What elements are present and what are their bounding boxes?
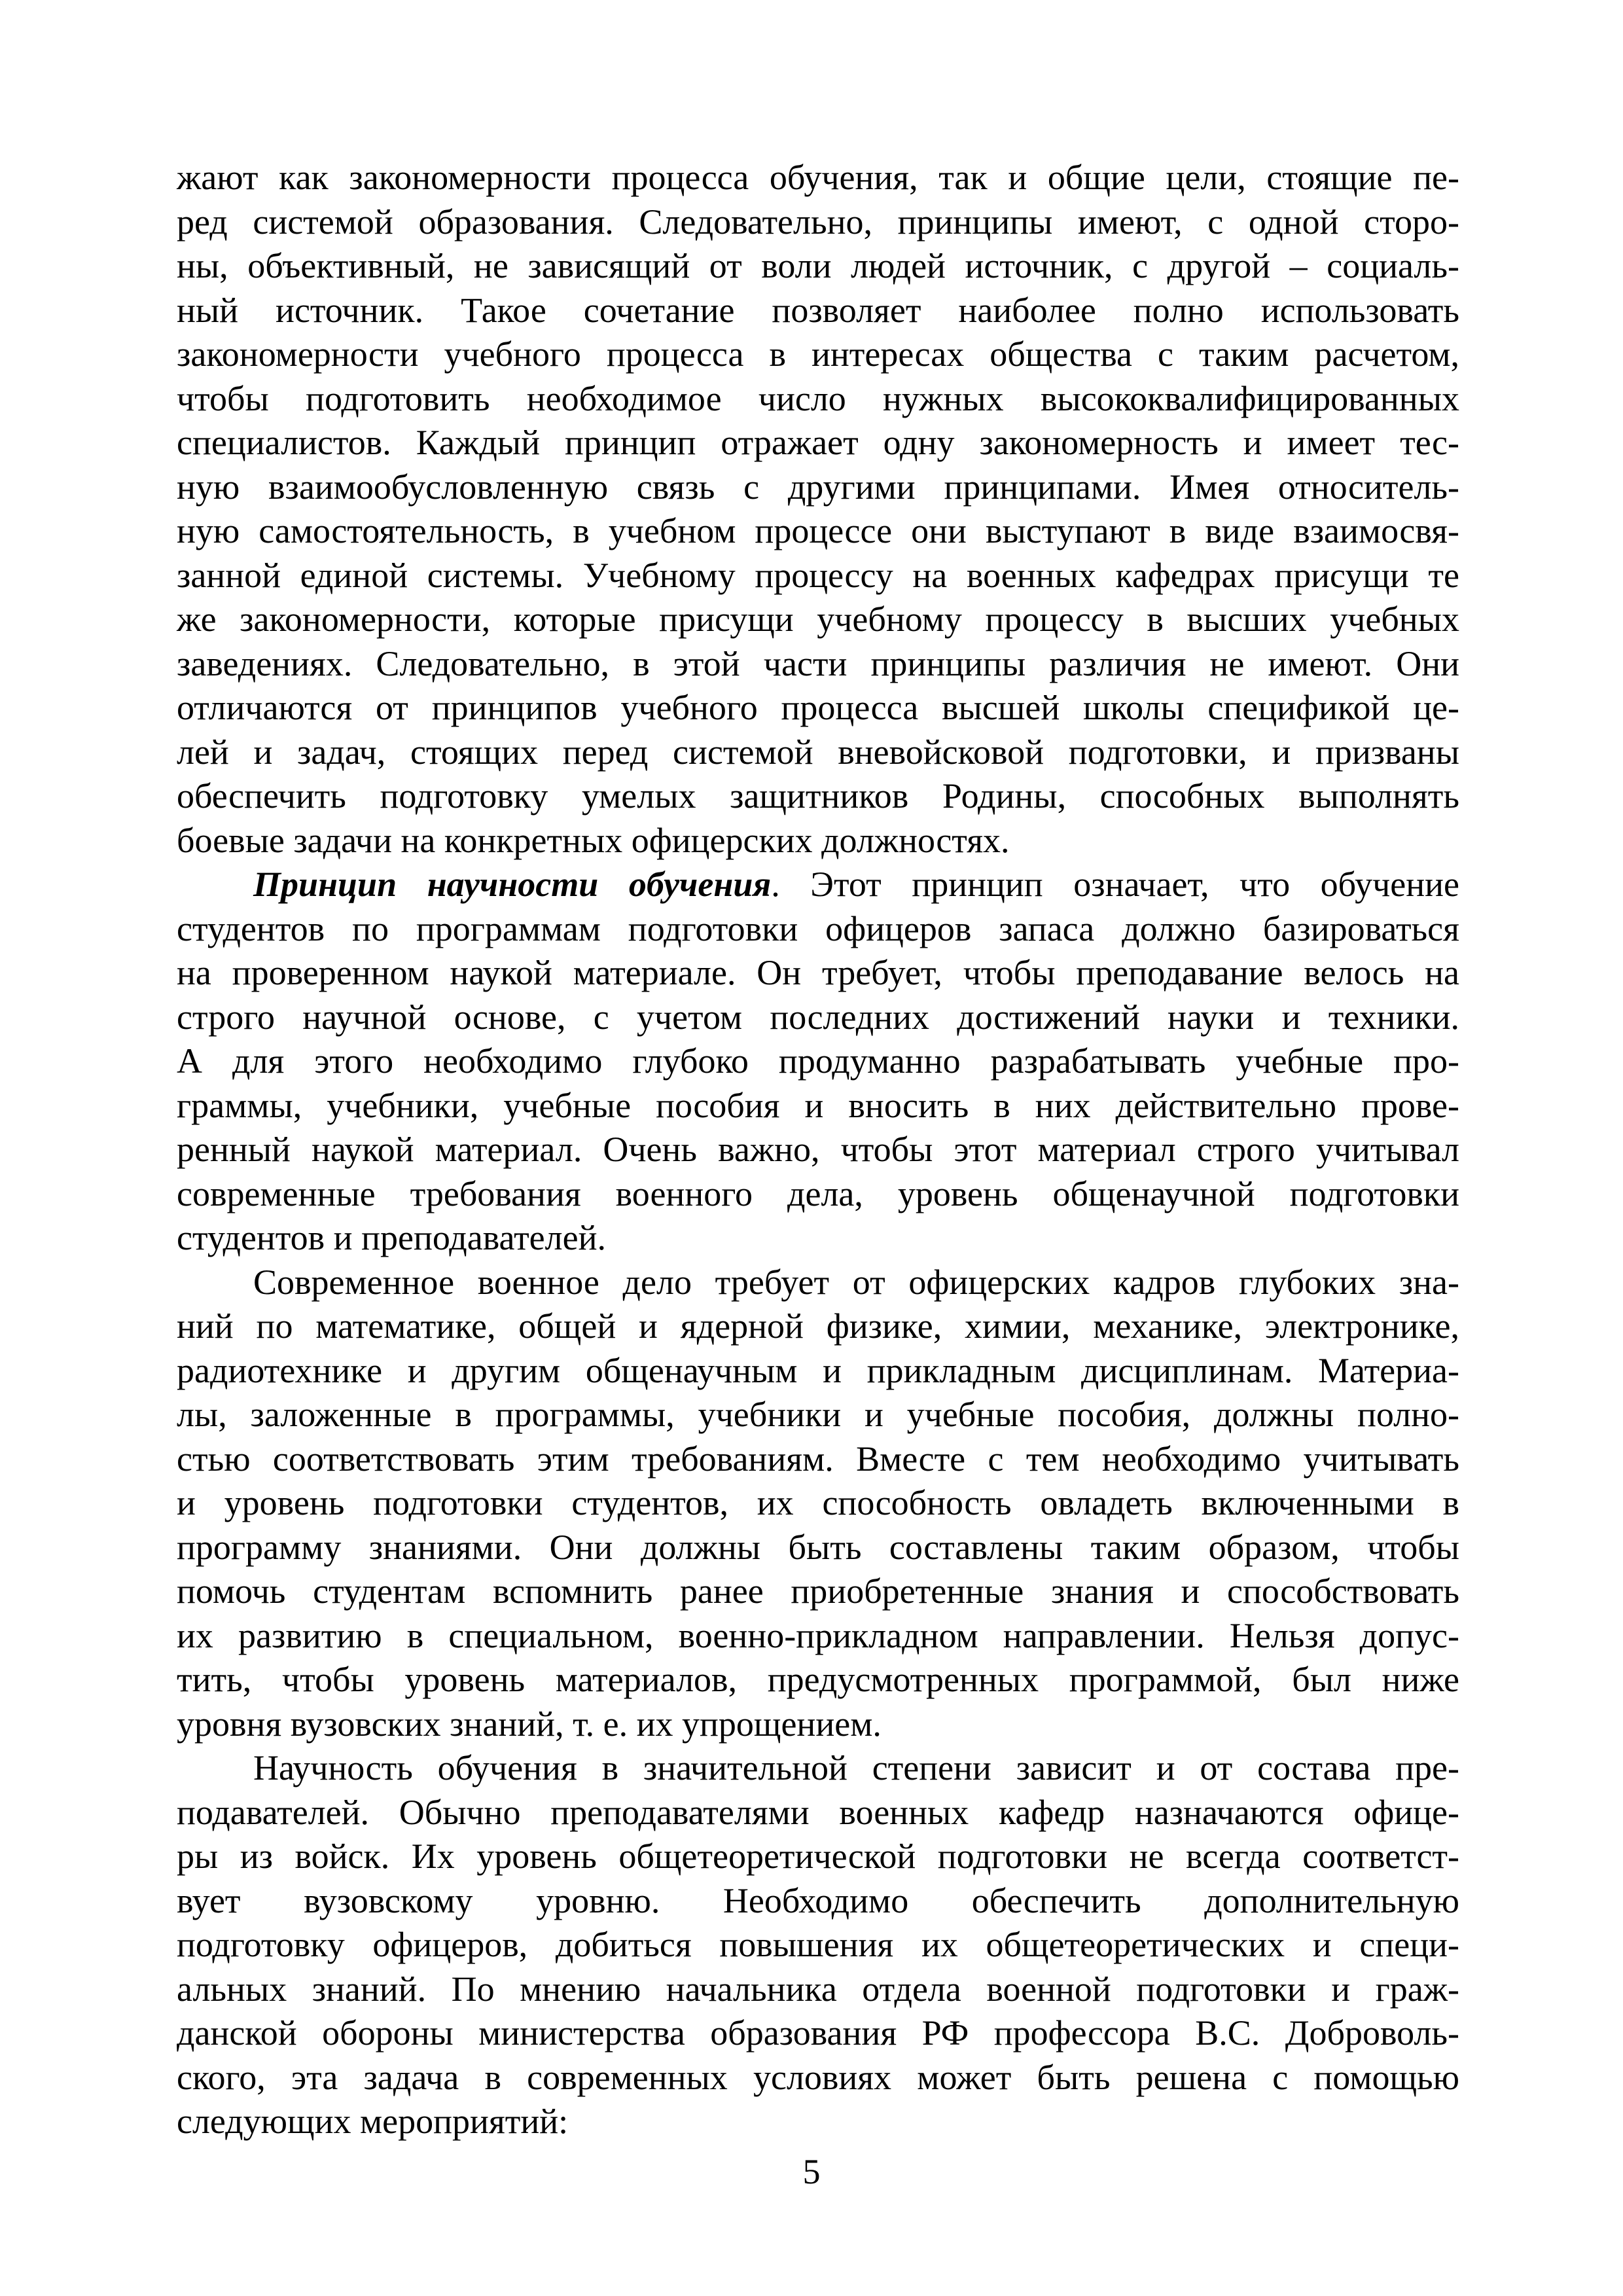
text-line: закономерности учебного процесса в интересах общества с таким расчетом, (177, 334, 1459, 374)
text-line: ный источник. Такое сочетание позволяет наиболее полно использовать (177, 290, 1459, 330)
text-line: радиотехнике и другим общенаучным и прикладным дисциплинам. Материа- (177, 1350, 1459, 1390)
text-line: ского, эта задача в современных условиях может быть решена с помощью (177, 2057, 1459, 2097)
paragraph-4 (177, 1746, 1459, 2144)
page-body (177, 156, 1459, 2144)
text-line: вует вузовскому уровню. Необходимо обеспечить дополнительную (177, 1880, 1459, 1920)
paragraph-3 (177, 1261, 1459, 1747)
text-line: следующих мероприятий: (177, 2102, 569, 2141)
text-line: на проверенном наукой материале. Он требует, чтобы преподавание велось на (177, 953, 1459, 992)
text-line: ры из войск. Их уровень общетеоретической подготовки не всегда соответст- (177, 1837, 1459, 1876)
text-line: студентов и преподавателей. (177, 1218, 606, 1257)
text-line: ний по математике, общей и ядерной физике, химии, механике, электронике, (177, 1306, 1459, 1346)
page-number: 5 (802, 2152, 821, 2191)
text-line: Научность обучения в значительной степени зависит и от состава пре- (253, 1748, 1459, 1787)
text-line: лей и задач, стоящих перед системой вневойсковой подготовки, и призваны (177, 732, 1459, 772)
text-line (177, 863, 1459, 907)
text-line: альных знаний. По мнению начальника отдела военной подготовки и граж- (177, 1969, 1459, 2009)
text-line: помочь студентам вспомнить ранее приобретенные знания и способствовать (177, 1571, 1459, 1611)
text-line: занной единой системы. Учебному процессу на военных кафедрах присущи те (177, 555, 1459, 595)
lead-line-rest: . Этот принцип означает, что обучение (771, 865, 1459, 904)
text-line: ред системой образования. Следовательно, принципы имеют, с одной сторо- (177, 202, 1459, 242)
text-line: лы, заложенные в программы, учебники и учебные пособия, должны полно- (177, 1395, 1459, 1434)
lead-term: Принцип научности обучения (253, 865, 772, 904)
text-line: современные требования военного дела, уровень общенаучной подготовки (177, 1174, 1459, 1213)
text-line: подавателей. Обычно преподавателями военных кафедр назначаются офице- (177, 1792, 1459, 1832)
text-line: и уровень подготовки студентов, их способность овладеть включенными в (177, 1483, 1459, 1522)
text-line: ную взаимообусловленную связь с другими принципами. Имея относитель- (177, 467, 1459, 507)
text-line: программу знаниями. Они должны быть составлены таким образом, чтобы (177, 1527, 1459, 1567)
text-line: же закономерности, которые присущи учебному процессу в высших учебных (177, 600, 1459, 639)
text-line: отличаются от принципов учебного процесса высшей школы спецификой це- (177, 688, 1459, 727)
text-line: данской обороны министерства образования РФ профессора В.С. Доброволь- (177, 2013, 1459, 2053)
text-line: уровня вузовских знаний, т. е. их упрощением. (177, 1704, 882, 1744)
text-line: ны, объективный, не зависящий от воли людей источник, с другой – социаль- (177, 246, 1459, 285)
paragraph-1 (177, 156, 1459, 863)
text-line: обеспечить подготовку умелых защитников Родины, способных выполнять (177, 776, 1459, 816)
text-line: боевые задачи на конкретных офицерских должностях. (177, 820, 1010, 860)
text-line: тить, чтобы уровень материалов, предусмотренных программой, был ниже (177, 1660, 1459, 1699)
text-line: ную самостоятельность, в учебном процессе они выступают в виде взаимосвя- (177, 511, 1459, 550)
text-line: строго научной основе, с учетом последних достижений науки и техники. (177, 997, 1459, 1037)
text-line: стью соответствовать этим требованиям. Вместе с тем необходимо учитывать (177, 1439, 1459, 1479)
text-line: подготовку офицеров, добиться повышения их общетеоретических и специ- (177, 1925, 1459, 1964)
text-line: заведениях. Следовательно, в этой части принципы различия не имеют. Они (177, 643, 1459, 683)
text-line: жают как закономерности процесса обучения, так и общие цели, стоящие пе- (177, 158, 1459, 197)
text-line: их развитию в специальном, военно-прикладном направлении. Нельзя допус- (177, 1615, 1459, 1655)
text-line: ренный наукой материал. Очень важно, чтобы этот материал строго учитывал (177, 1130, 1459, 1169)
text-line: Современное военное дело требует от офицерских кадров глубоких зна- (253, 1262, 1459, 1302)
paragraph-2 (177, 863, 1459, 1261)
text-line: А для этого необходимо глубоко продуманно разрабатывать учебные про- (177, 1041, 1459, 1081)
text-line: студентов по программам подготовки офицеров запаса должно базироваться (177, 908, 1459, 948)
text-line: граммы, учебники, учебные пособия и вносить в них действительно прове- (177, 1085, 1459, 1125)
text-line: специалистов. Каждый принцип отражает одну закономерность и имеет тес- (177, 423, 1459, 462)
text-line: чтобы подготовить необходимое число нужных высококвалифицированных (177, 378, 1459, 418)
